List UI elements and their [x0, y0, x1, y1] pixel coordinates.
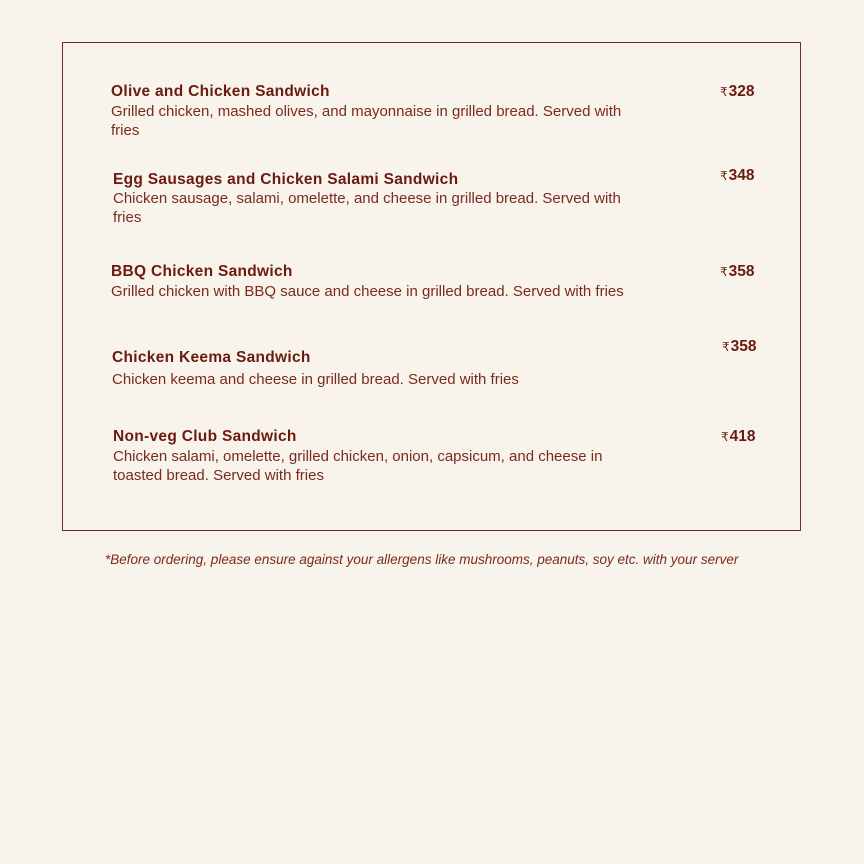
item-price-value: 348	[728, 167, 755, 184]
rupee-icon: ₹	[720, 85, 728, 99]
item-name: Non-veg Club Sandwich	[113, 428, 297, 445]
item-price	[720, 83, 755, 101]
item-description: Grilled chicken with BBQ sauce and cheese in grilled bread. Served with fries	[111, 283, 624, 300]
item-name: Egg Sausages and Chicken Salami Sandwich	[113, 171, 459, 188]
item-price	[720, 263, 755, 281]
item-price-value: 358	[730, 338, 757, 355]
item-name: Chicken Keema Sandwich	[112, 349, 311, 366]
allergen-footnote: *Before ordering, please ensure against your allergens like mushrooms, peanuts, soy etc. with your server	[105, 552, 739, 567]
item-description: Chicken salami, omelette, grilled chicken, onion, capsicum, and cheese in toasted bread. Served with fries	[113, 448, 603, 484]
item-price-value: 418	[729, 428, 756, 445]
item-name: BBQ Chicken Sandwich	[111, 263, 293, 280]
item-price-value: 328	[728, 83, 755, 100]
menu-card	[62, 42, 801, 531]
rupee-icon: ₹	[720, 265, 728, 279]
rupee-icon: ₹	[722, 340, 730, 354]
item-description: Grilled chicken, mashed olives, and mayonnaise in grilled bread. Served with fries	[111, 103, 622, 139]
rupee-icon: ₹	[721, 430, 729, 444]
item-price	[722, 338, 757, 356]
item-price-value: 358	[728, 263, 755, 280]
item-description: Chicken sausage, salami, omelette, and cheese in grilled bread. Served with fries	[113, 190, 621, 226]
item-description: Chicken keema and cheese in grilled bread. Served with fries	[112, 371, 519, 388]
item-price	[720, 167, 755, 185]
item-price	[721, 428, 756, 446]
rupee-icon: ₹	[720, 169, 728, 183]
item-name: Olive and Chicken Sandwich	[111, 83, 330, 100]
